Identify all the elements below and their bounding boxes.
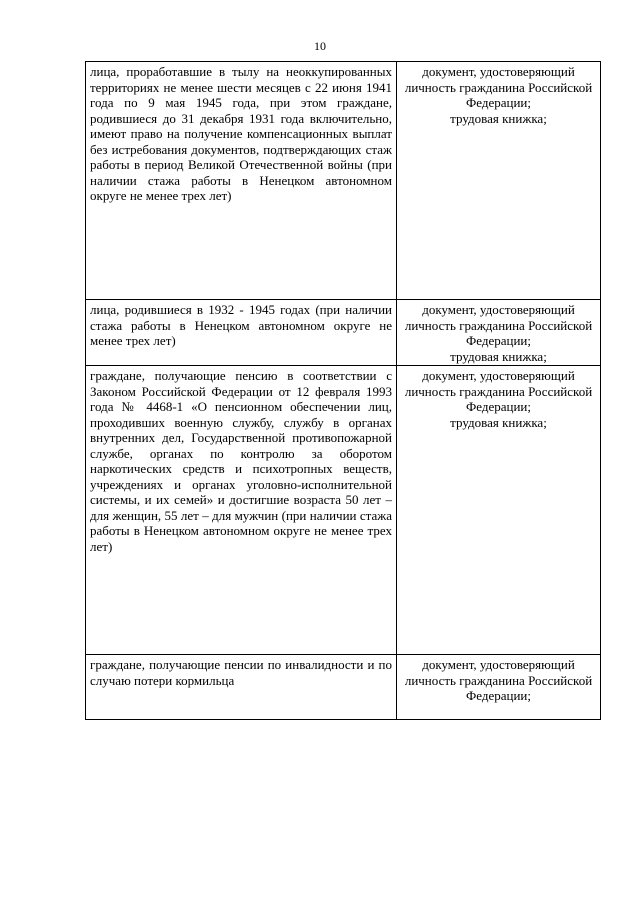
table-row	[86, 655, 601, 720]
documents-cell	[397, 655, 601, 720]
category-cell: лица, проработавшие в тылу на неоккупированных территориях не менее шести месяцев с 22 июня 1941 года по 9 мая 1945 года, при этом граждане, родившиеся до 31 декабря 1931 года включительно, имеют право на получение компенсационных выплат без истребования документов, подтверждающих стаж работы в период Великой Отечественной войны (при наличии стажа работы в Ненецком автономном округе не менее трех лет)	[86, 62, 397, 300]
page-number: 10	[314, 39, 326, 53]
document-item: документ, удостоверяющий личность гражданина Российской Федерации;	[404, 657, 593, 703]
documents-cell	[397, 62, 601, 300]
documents-cell	[397, 300, 601, 366]
documents-cell	[397, 366, 601, 655]
document-item: трудовая книжка;	[450, 110, 547, 126]
eligibility-table	[85, 61, 601, 720]
document-item: трудовая книжка;	[450, 414, 547, 430]
document-item: документ, удостоверяющий личность гражданина Российской Федерации;	[404, 368, 593, 414]
table-row	[86, 62, 601, 300]
category-cell: граждане, получающие пенсию в соответствии с Законом Российской Федерации от 12 февраля 1993 года № 4468-1 «О пенсионном обеспечении лиц, проходивших военную службу, службу в органах внутренних дел, Государственной противопожарной службе, органах по контролю за оборотом наркотических средств и психотропных веществ, учреждениях и органах уголовно-исполнительной системы, и их семей» и достигшие возраста 50 лет – для женщин, 55 лет – для мужчин (при наличии стажа работы в Ненецком автономном округе не менее трех лет)	[86, 366, 397, 655]
table-row	[86, 300, 601, 366]
category-cell: лица, родившиеся в 1932 - 1945 годах (при наличии стажа работы в Ненецком автономном округе не менее трех лет)	[86, 300, 397, 366]
table-row	[86, 366, 601, 655]
document-item: документ, удостоверяющий личность гражданина Российской Федерации;	[404, 302, 593, 348]
document-item: трудовая книжка;	[450, 348, 547, 364]
document-item: документ, удостоверяющий личность гражданина Российской Федерации;	[404, 64, 593, 110]
category-cell: граждане, получающие пенсии по инвалидности и по случаю потери кормильца	[86, 655, 397, 720]
